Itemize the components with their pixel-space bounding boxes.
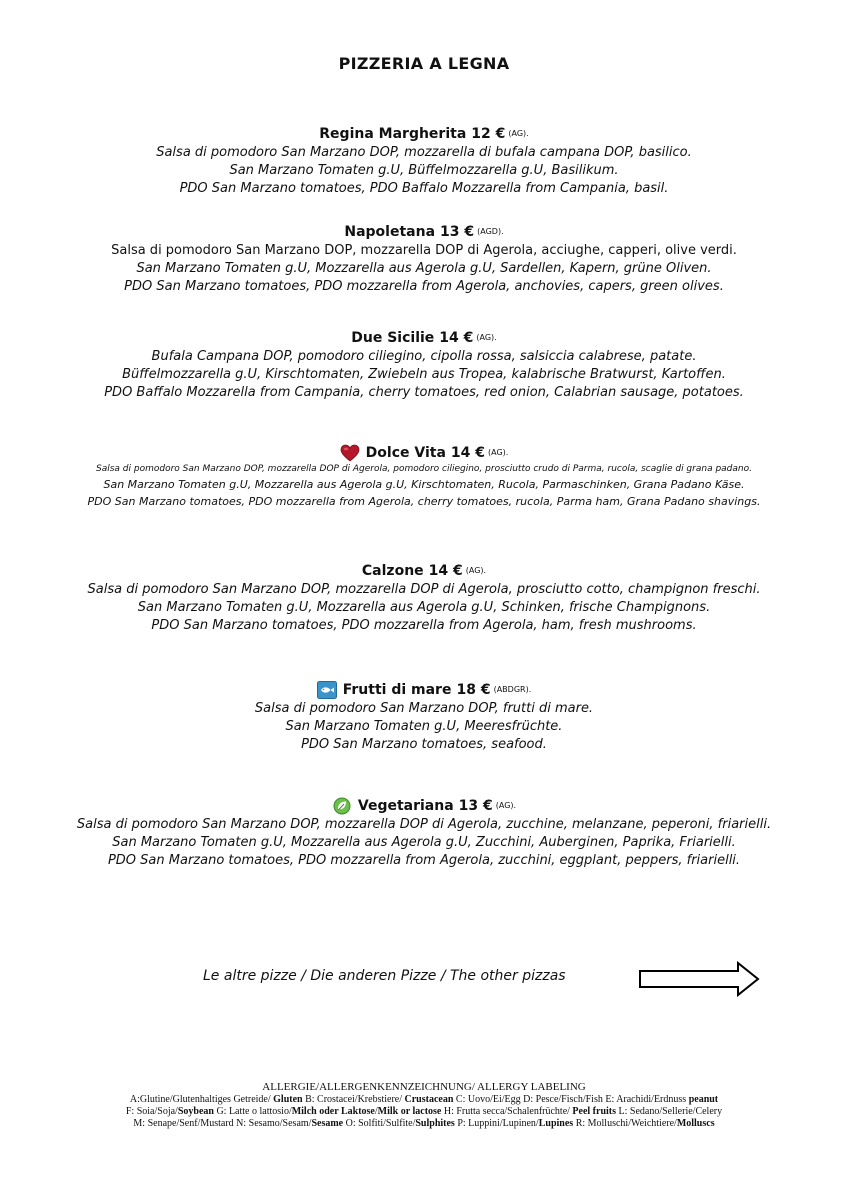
description-it: Salsa di pomodoro San Marzano DOP, mozzarella DOP di Agerola, pomodoro ciliegino, prosciutto crudo di Parma, rucola, scaglie di grana padano. xyxy=(96,464,752,474)
pizza-item-due-sicilie xyxy=(0,328,848,402)
description-en: PDO San Marzano tomatoes, PDO Baffalo Mozzarella from Campania, basil. xyxy=(179,181,669,196)
allergen-codes: (ABDGR). xyxy=(493,685,532,694)
allergy-line xyxy=(0,1118,848,1130)
description-de: San Marzano Tomaten g.U, Meeresfrüchte. xyxy=(285,719,563,734)
allergen-text: M: Senape/Senf/Mustard N: Sesamo/Sesam/ xyxy=(133,1118,312,1129)
description-it: Salsa di pomodoro San Marzano DOP, mozzarella DOP di Agerola, prosciutto cotto, champignon freschi. xyxy=(87,582,761,597)
vegetarian-leaf-icon xyxy=(332,797,352,815)
allergen-text: F: Soia/Soja/ xyxy=(125,1106,178,1117)
allergen-keyword: Sulphites xyxy=(415,1118,455,1129)
allergen-text: G: Latte o lattosio/ xyxy=(213,1106,292,1117)
pizza-header xyxy=(0,443,848,463)
allergy-legend xyxy=(0,1080,848,1130)
pizza-name: Napoletana xyxy=(344,224,436,240)
pizza-price: 18 € xyxy=(456,682,491,698)
allergen-text: C: Uovo/Ei/Egg D: Pesce/Fisch/Fish E: Arachidi/Erdnuss xyxy=(453,1094,689,1105)
pizza-name: Vegetariana xyxy=(357,798,454,814)
allergen-text: R: Molluschi/Weichtiere/ xyxy=(573,1118,677,1129)
description-en: PDO San Marzano tomatoes, PDO mozzarella from Agerola, ham, fresh mushrooms. xyxy=(151,618,697,633)
allergen-text: A:Glutine/Glutenhaltiges Getreide/ xyxy=(129,1094,274,1105)
allergen-keyword: Molluscs xyxy=(676,1118,715,1129)
allergen-codes: (AGD). xyxy=(477,227,504,236)
allergen-text: L: Sedano/Sellerie/Celery xyxy=(616,1106,723,1117)
pizza-name: Regina Margherita xyxy=(319,126,467,142)
pizza-name: Frutti di mare xyxy=(342,682,452,698)
pizza-name: Dolce Vita xyxy=(365,445,446,461)
pizza-price: 14 € xyxy=(450,445,485,461)
pizza-header xyxy=(0,796,848,816)
pizza-price: 14 € xyxy=(439,330,474,346)
description-en: PDO San Marzano tomatoes, seafood. xyxy=(301,737,547,752)
pizza-header xyxy=(0,124,848,144)
allergy-title: ALLERGIE/ALLERGENKENNZEICHNUNG/ ALLERGY LABELING xyxy=(262,1081,586,1093)
allergy-line xyxy=(0,1094,848,1106)
description-en: PDO San Marzano tomatoes, PDO mozzarella from Agerola, cherry tomatoes, rucola, Parma ham, Grana Padano shavings. xyxy=(87,495,761,508)
allergen-text: / xyxy=(374,1106,378,1117)
other-pizzas-link[interactable]: Le altre pizze / Die anderen Pizze / The other pizzas xyxy=(203,968,566,984)
allergen-keyword: Milk or lactose xyxy=(377,1106,442,1117)
allergen-keyword: Crustacean xyxy=(404,1094,454,1105)
allergen-keyword: peanut xyxy=(688,1094,719,1105)
description-en: PDO San Marzano tomatoes, PDO mozzarella from Agerola, zucchini, eggplant, peppers, friarielli. xyxy=(107,853,741,868)
allergy-line xyxy=(0,1106,848,1118)
pizza-item-calzone xyxy=(0,561,848,635)
description-en: PDO Baffalo Mozzarella from Campania, cherry tomatoes, red onion, Calabrian sausage, potatoes. xyxy=(104,385,744,400)
pizza-price: 12 € xyxy=(471,126,506,142)
allergen-codes: (AG). xyxy=(476,333,497,342)
fish-icon xyxy=(317,681,337,699)
description-it: Bufala Campana DOP, pomodoro ciliegino, cipolla rossa, salsiccia calabrese, patate. xyxy=(151,349,697,364)
pizza-item-dolce-vita xyxy=(0,443,848,510)
next-page-arrow-icon[interactable] xyxy=(638,961,760,997)
allergen-text: P: Luppini/Lupinen/ xyxy=(454,1118,539,1129)
allergen-text: O: Solfiti/Sulfite/ xyxy=(343,1118,416,1129)
allergen-codes: (AG). xyxy=(488,448,509,457)
allergen-codes: (AG). xyxy=(508,129,529,138)
description-de: San Marzano Tomaten g.U, Mozzarella aus Agerola g.U, Sardellen, Kapern, grüne Oliven. xyxy=(136,261,712,276)
pizza-name: Calzone xyxy=(361,563,424,579)
pizza-item-vegetariana xyxy=(0,796,848,870)
pizza-item-frutti-di-mare xyxy=(0,680,848,754)
description-it: Salsa di pomodoro San Marzano DOP, mozzarella DOP di Agerola, zucchine, melanzane, peperoni, friarielli. xyxy=(76,817,772,832)
pizza-header xyxy=(0,680,848,700)
description-de: San Marzano Tomaten g.U, Büffelmozzarella g.U, Basilikum. xyxy=(229,163,619,178)
allergen-keyword: Soybean xyxy=(177,1106,214,1117)
allergen-codes: (AG). xyxy=(465,566,487,575)
allergen-keyword: Gluten xyxy=(273,1094,303,1105)
description-it: Salsa di pomodoro San Marzano DOP, mozzarella DOP di Agerola, acciughe, capperi, olive verdi. xyxy=(111,243,737,258)
pizza-header xyxy=(0,222,848,242)
pizza-header xyxy=(0,561,848,581)
pizza-price: 14 € xyxy=(428,563,463,579)
allergen-keyword: Peel fruits xyxy=(572,1106,617,1117)
description-it: Salsa di pomodoro San Marzano DOP, mozzarella di bufala campana DOP, basilico. xyxy=(156,145,692,160)
description-de: San Marzano Tomaten g.U, Mozzarella aus Agerola g.U, Kirschtomaten, Rucola, Parmaschinken, Grana Padano Käse. xyxy=(103,478,745,491)
description-de: San Marzano Tomaten g.U, Mozzarella aus Agerola g.U, Schinken, frische Champignons. xyxy=(137,600,711,615)
description-it: Salsa di pomodoro San Marzano DOP, frutti di mare. xyxy=(254,701,594,716)
pizza-name: Due Sicilie xyxy=(351,330,435,346)
description-en: PDO San Marzano tomatoes, PDO mozzarella from Agerola, anchovies, capers, green olives. xyxy=(124,279,724,294)
pizza-price: 13 € xyxy=(458,798,493,814)
allergen-text: H: Frutta secca/Schalenfrüchte/ xyxy=(441,1106,573,1117)
allergen-keyword: Lupines xyxy=(538,1118,574,1129)
pizza-item-napoletana xyxy=(0,222,848,296)
heart-icon xyxy=(340,444,360,462)
allergen-keyword: Sesame xyxy=(311,1118,344,1129)
description-de: Büffelmozzarella g.U, Kirschtomaten, Zwiebeln aus Tropea, kalabrische Bratwurst, Kartoffen. xyxy=(122,367,726,382)
allergen-keyword: Milch oder Laktose xyxy=(291,1106,375,1117)
allergen-text: B: Crostacei/Krebstiere/ xyxy=(302,1094,405,1105)
page-title: PIZZERIA A LEGNA xyxy=(338,54,510,73)
pizza-price: 13 € xyxy=(440,224,475,240)
pizza-item-regina-margherita xyxy=(0,124,848,198)
allergen-codes: (AG). xyxy=(495,801,517,810)
description-de: San Marzano Tomaten g.U, Mozzarella aus Agerola g.U, Zucchini, Auberginen, Paprika, Friarielli. xyxy=(112,835,736,850)
pizza-header xyxy=(0,328,848,348)
